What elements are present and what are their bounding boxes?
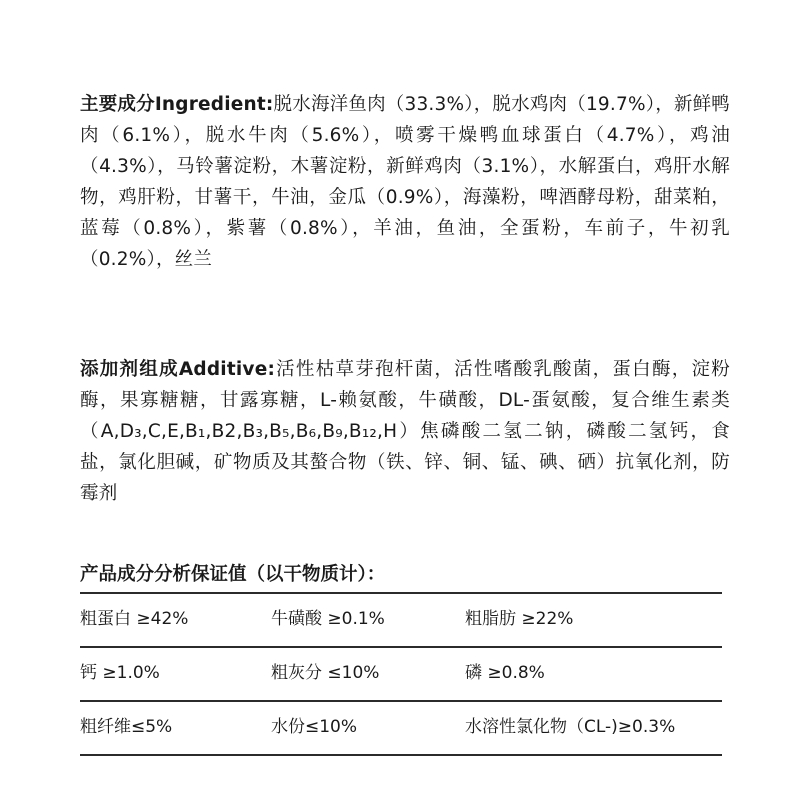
- ingredients-text: 脱水海洋鱼肉（33.3%），脱水鸡肉（19.7%），新鲜鸭肉（6.1%），脱水牛肉（5.6%），喷雾干燥鸭血球蛋白（4.7%），鸡油（4.3%），马铃薯淀粉，木薯淀粉，新鲜鸡肉（3.1%），水解蛋白，鸡肝水解物，鸡肝粉，甘薯干，牛油，金瓜（0.9%），海藻粉，啤酒酵母粉，甜菜粕，蓝莓（0.8%），紫薯（0.8%），羊油，鱼油，全蛋粉，车前子，牛初乳（0.2%），丝兰: [80, 94, 731, 270]
- analysis-table: [80, 592, 722, 756]
- analysis-cell: 粗纤维≤5%: [80, 717, 173, 737]
- analysis-cell: 磷 ≥0.8%: [465, 663, 545, 683]
- ingredients-label: 主要成分Ingredient:: [80, 94, 274, 115]
- analysis-row: [80, 646, 722, 700]
- additives-text: 活性枯草芽孢杆菌，活性嗜酸乳酸菌，蛋白酶，淀粉酶，果寡糖糖，甘露寡糖，L-赖氨酸，牛磺酸，DL-蛋氨酸，复合维生素类（A,D₃,C,E,B₁,B2,B₃,B₅,B₆,B₉,B₁₂,H）焦磷酸二氢二钠，磷酸二氢钙，食盐，氯化胆碱，矿物质及其螯合物（铁、锌、铜、锰、碘、硒）抗氧化剂，防霉剂: [80, 359, 730, 504]
- analysis-cell: 粗脂肪 ≥22%: [465, 609, 574, 629]
- analysis-cell: 牛磺酸 ≥0.1%: [271, 609, 385, 629]
- analysis-cell: 粗蛋白 ≥42%: [80, 609, 189, 629]
- analysis-cell: 钙 ≥1.0%: [80, 663, 160, 683]
- ingredients-paragraph: [80, 89, 730, 275]
- analysis-cell: 粗灰分 ≤10%: [271, 663, 380, 683]
- analysis-row: [80, 592, 722, 646]
- analysis-title: 产品成分分析保证值（以干物质计）：: [80, 564, 386, 585]
- additives-label: 添加剂组成Additive:: [80, 359, 276, 380]
- analysis-row: [80, 700, 722, 756]
- additives-paragraph: [80, 354, 730, 509]
- analysis-cell: 水溶性氯化物（CL-)≥0.3%: [465, 717, 676, 737]
- analysis-cell: 水份≤10%: [271, 717, 358, 737]
